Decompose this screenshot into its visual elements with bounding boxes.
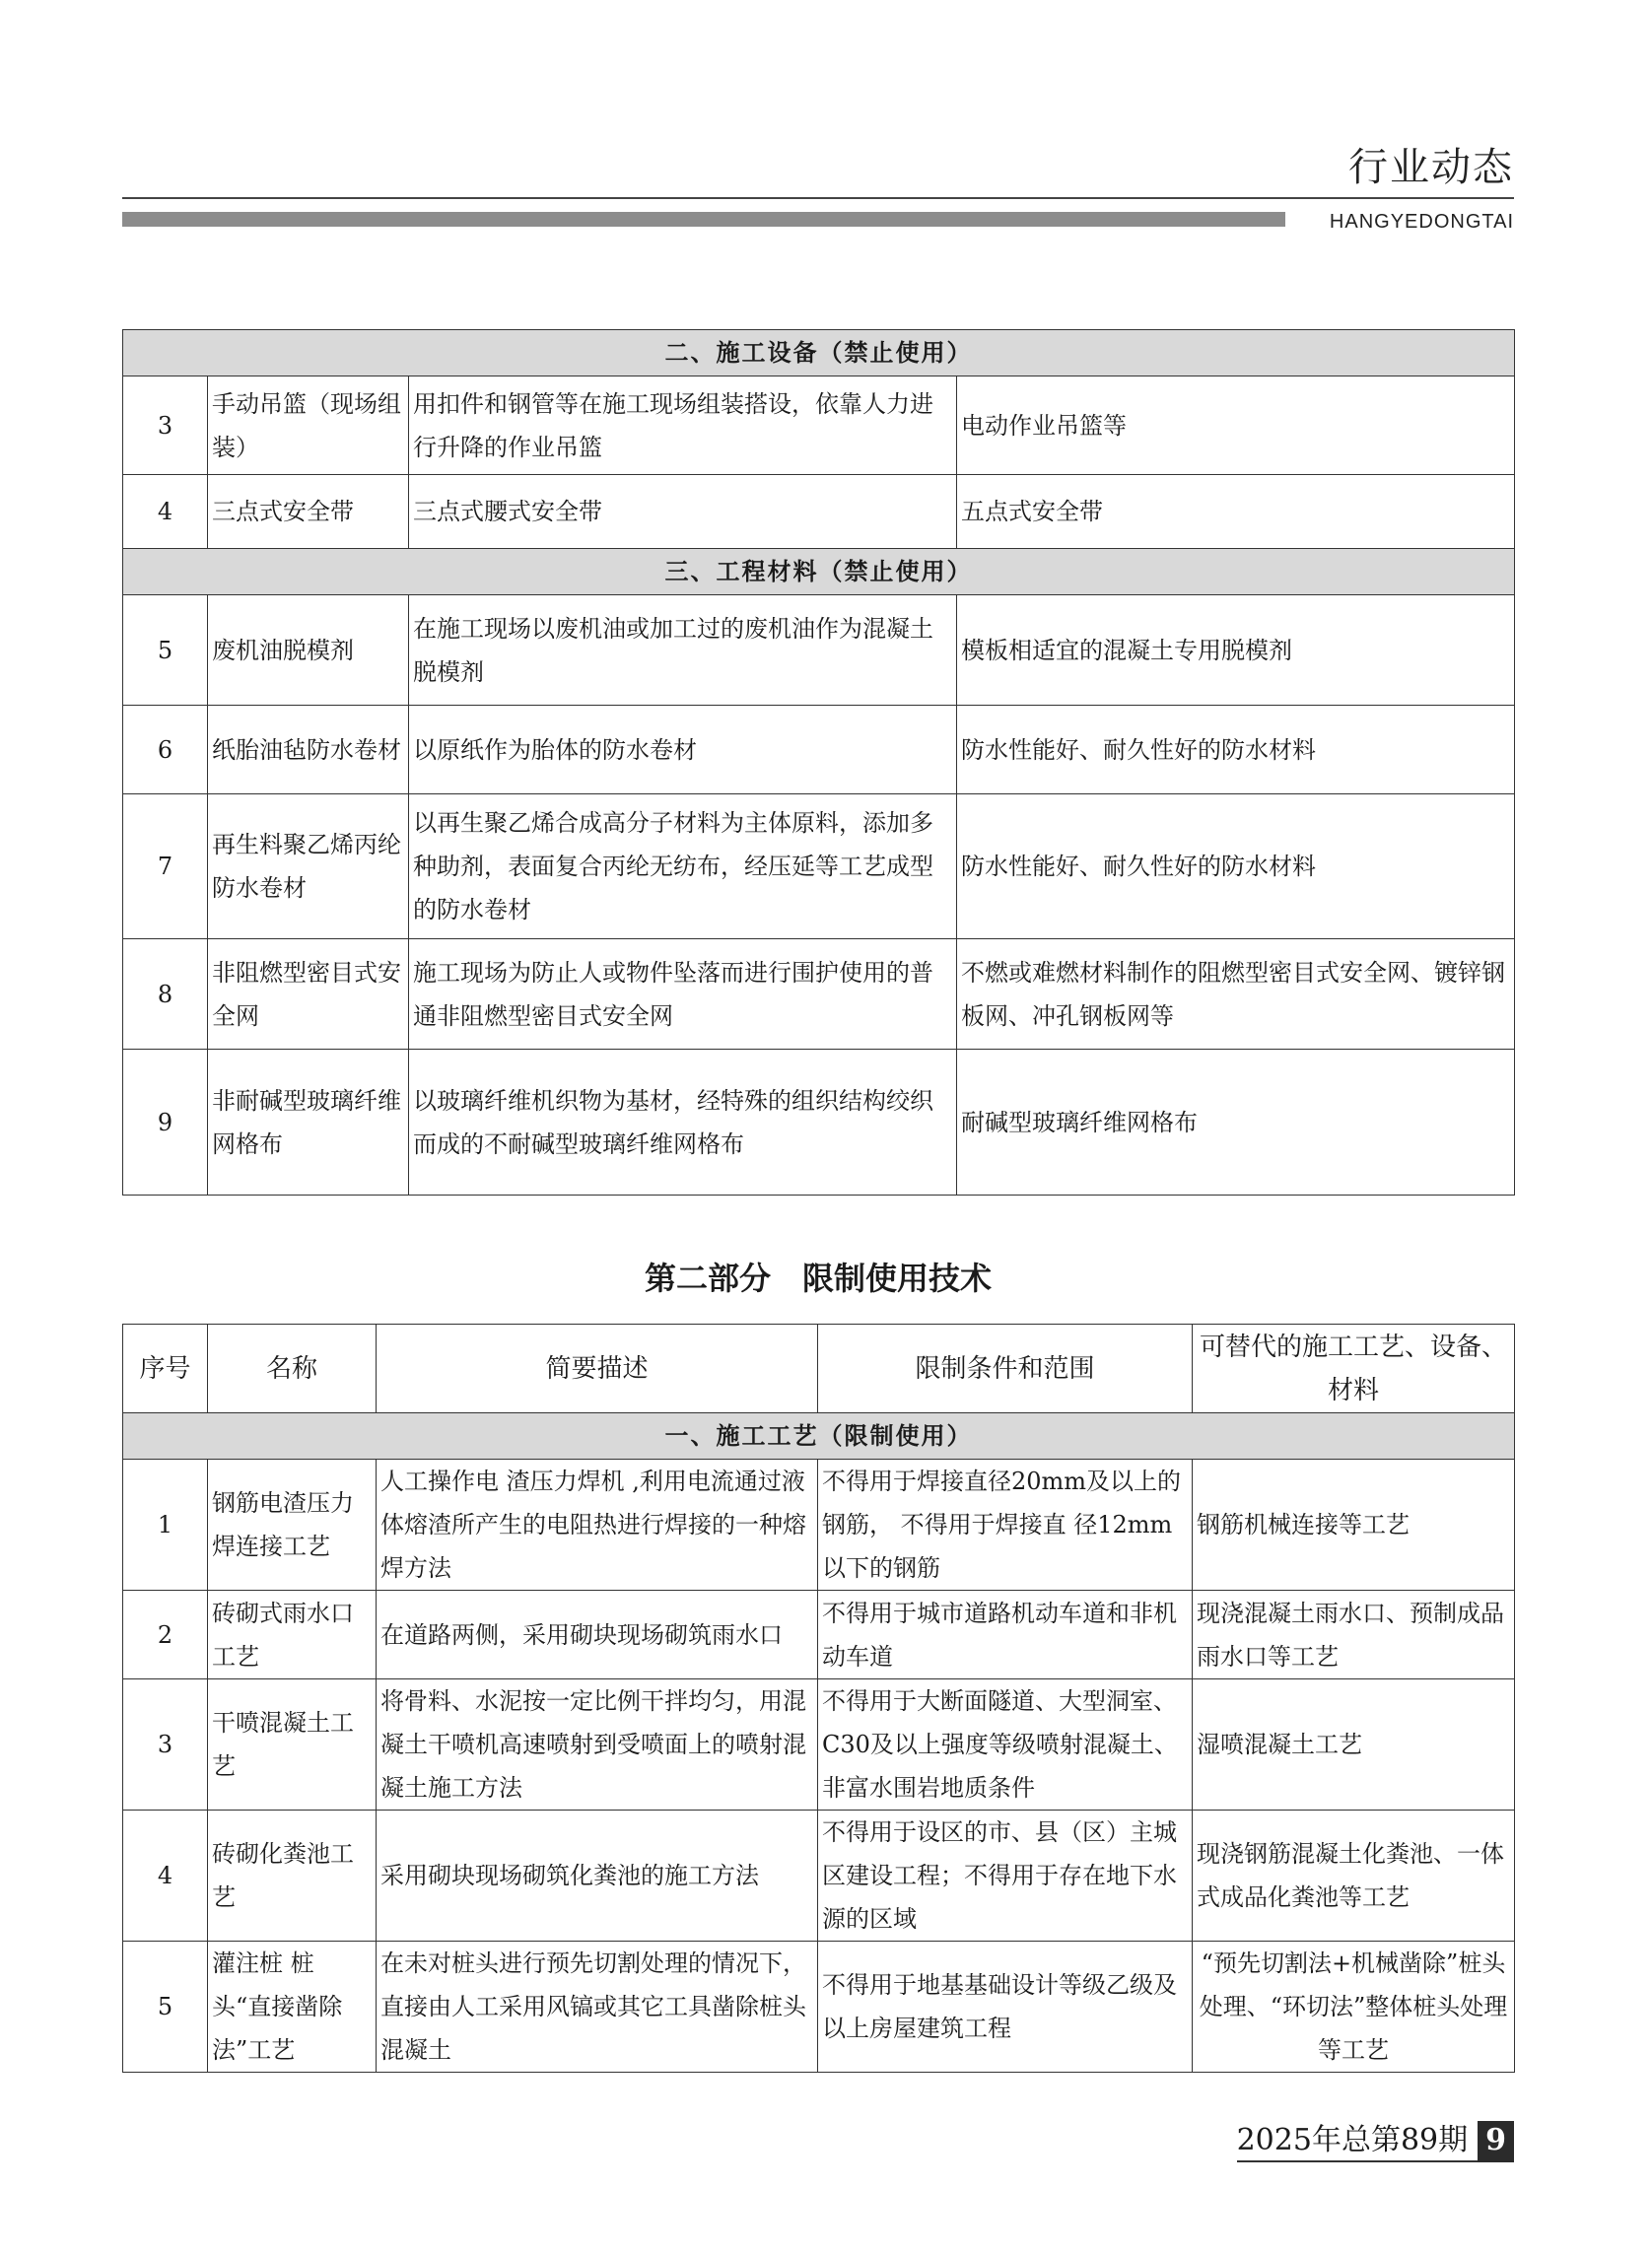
row-name: 三点式安全带 <box>208 475 409 549</box>
row-name: 非耐碱型玻璃纤维网格布 <box>208 1050 409 1196</box>
prohibited-table <box>122 329 1515 1196</box>
row-no: 6 <box>123 706 208 794</box>
table-row <box>123 1942 1515 2073</box>
row-name: 砖砌式雨水口工艺 <box>208 1591 377 1679</box>
row-limit: 不得用于地基基础设计等级乙级及以上房屋建筑工程 <box>818 1942 1193 2073</box>
row-alt: 模板相适宜的混凝土专用脱模剂 <box>957 595 1515 706</box>
row-alt: 钢筋机械连接等工艺 <box>1193 1460 1515 1591</box>
row-limit: 不得用于设区的市、县（区）主城区建设工程；不得用于存在地下水源的区域 <box>818 1811 1193 1942</box>
row-no: 3 <box>123 1679 208 1811</box>
row-alt: 湿喷混凝土工艺 <box>1193 1679 1515 1811</box>
col-header-no: 序号 <box>123 1325 208 1413</box>
row-desc: 三点式腰式安全带 <box>409 475 957 549</box>
row-desc: 以再生聚乙烯合成高分子材料为主体原料，添加多种助剂，表面复合丙纶无纺布，经压延等工艺成型的防水卷材 <box>409 794 957 939</box>
section-title: 三、工程材料（禁止使用） <box>123 549 1515 595</box>
row-no: 4 <box>123 475 208 549</box>
row-alt: 现浇钢筋混凝土化粪池、一体式成品化粪池等工艺 <box>1193 1811 1515 1942</box>
row-limit: 不得用于城市道路机动车道和非机动车道 <box>818 1591 1193 1679</box>
row-name: 灌注桩 桩头“直接凿除法”工艺 <box>208 1942 377 2073</box>
row-alt: 五点式安全带 <box>957 475 1515 549</box>
page-number: 9 <box>1478 2121 1514 2162</box>
table-row <box>123 939 1515 1050</box>
row-desc: 采用砌块现场砌筑化粪池的施工方法 <box>377 1811 818 1942</box>
row-desc: 在未对桩头进行预先切割处理的情况下，直接由人工采用风镐或其它工具凿除桩头混凝土 <box>377 1942 818 2073</box>
col-header-name: 名称 <box>208 1325 377 1413</box>
table-row <box>123 1679 1515 1811</box>
row-desc: 施工现场为防止人或物件坠落而进行围护使用的普通非阻燃型密目式安全网 <box>409 939 957 1050</box>
row-desc: 以原纸作为胎体的防水卷材 <box>409 706 957 794</box>
table-row <box>123 1811 1515 1942</box>
row-alt: 防水性能好、耐久性好的防水材料 <box>957 706 1515 794</box>
row-alt: 不燃或难燃材料制作的阻燃型密目式安全网、镀锌钢板网、冲孔钢板网等 <box>957 939 1515 1050</box>
row-desc: 将骨料、水泥按一定比例干拌均匀，用混凝土干喷机高速喷射到受喷面上的喷射混凝土施工方法 <box>377 1679 818 1811</box>
table-row <box>123 376 1515 475</box>
row-alt: 电动作业吊篮等 <box>957 376 1515 475</box>
header-title: 行业动态 <box>1348 145 1514 190</box>
row-no: 4 <box>123 1811 208 1942</box>
restricted-table <box>122 1324 1515 2073</box>
part-title: 第二部分 限制使用技术 <box>644 1260 992 1297</box>
row-alt: 耐碱型玻璃纤维网格布 <box>957 1050 1515 1196</box>
table-row <box>123 475 1515 549</box>
col-header-alt: 可替代的施工工艺、设备、材料 <box>1193 1325 1515 1413</box>
header-row <box>123 1325 1515 1413</box>
row-name: 手动吊篮（现场组装） <box>208 376 409 475</box>
footer <box>1237 2121 1514 2162</box>
section-title: 二、施工设备（禁止使用） <box>123 330 1515 376</box>
section-row <box>123 549 1515 595</box>
row-no: 1 <box>123 1460 208 1591</box>
row-name: 砖砌化粪池工艺 <box>208 1811 377 1942</box>
row-no: 5 <box>123 595 208 706</box>
row-name: 干喷混凝土工艺 <box>208 1679 377 1811</box>
row-no: 7 <box>123 794 208 939</box>
row-no: 5 <box>123 1942 208 2073</box>
row-name: 非阻燃型密目式安全网 <box>208 939 409 1050</box>
table-row <box>123 1460 1515 1591</box>
row-name: 再生料聚乙烯丙纶防水卷材 <box>208 794 409 939</box>
section-row <box>123 1413 1515 1460</box>
row-alt: “预先切割法+机械凿除”桩头处理、“环切法”整体桩头处理等工艺 <box>1193 1942 1515 2073</box>
table-row <box>123 706 1515 794</box>
row-no: 2 <box>123 1591 208 1679</box>
table-row <box>123 794 1515 939</box>
row-desc: 以玻璃纤维机织物为基材，经特殊的组织结构绞织而成的不耐碱型玻璃纤维网格布 <box>409 1050 957 1196</box>
table-row <box>123 595 1515 706</box>
section-title: 一、施工工艺（限制使用） <box>123 1413 1515 1460</box>
row-desc: 人工操作电 渣压力焊机 ,利用电流通过液体熔渣所产生的电阻热进行焊接的一种熔焊方法 <box>377 1460 818 1591</box>
row-desc: 用扣件和钢管等在施工现场组装搭设，依靠人力进行升降的作业吊篮 <box>409 376 957 475</box>
row-limit: 不得用于大断面隧道、大型洞室、C30及以上强度等级喷射混凝土、非富水围岩地质条件 <box>818 1679 1193 1811</box>
header-divider <box>122 197 1514 199</box>
row-no: 3 <box>123 376 208 475</box>
col-header-desc: 简要描述 <box>377 1325 818 1413</box>
header-bar <box>122 212 1285 227</box>
row-name: 纸胎油毡防水卷材 <box>208 706 409 794</box>
row-limit: 不得用于焊接直径20mm及以上的钢筋， 不得用于焊接直 径12mm 以下的钢筋 <box>818 1460 1193 1591</box>
row-no: 9 <box>123 1050 208 1196</box>
row-no: 8 <box>123 939 208 1050</box>
table-row <box>123 1591 1515 1679</box>
row-alt: 防水性能好、耐久性好的防水材料 <box>957 794 1515 939</box>
header-subtitle: HANGYEDONGTAI <box>1329 211 1514 233</box>
issue-label: 2025年总第89期 <box>1237 2121 1479 2162</box>
row-alt: 现浇混凝土雨水口、预制成品雨水口等工艺 <box>1193 1591 1515 1679</box>
row-name: 钢筋电渣压力焊连接工艺 <box>208 1460 377 1591</box>
col-header-limit: 限制条件和范围 <box>818 1325 1193 1413</box>
row-desc: 在道路两侧，采用砌块现场砌筑雨水口 <box>377 1591 818 1679</box>
row-desc: 在施工现场以废机油或加工过的废机油作为混凝土脱模剂 <box>409 595 957 706</box>
table-row <box>123 1050 1515 1196</box>
row-name: 废机油脱模剂 <box>208 595 409 706</box>
section-row <box>123 330 1515 376</box>
